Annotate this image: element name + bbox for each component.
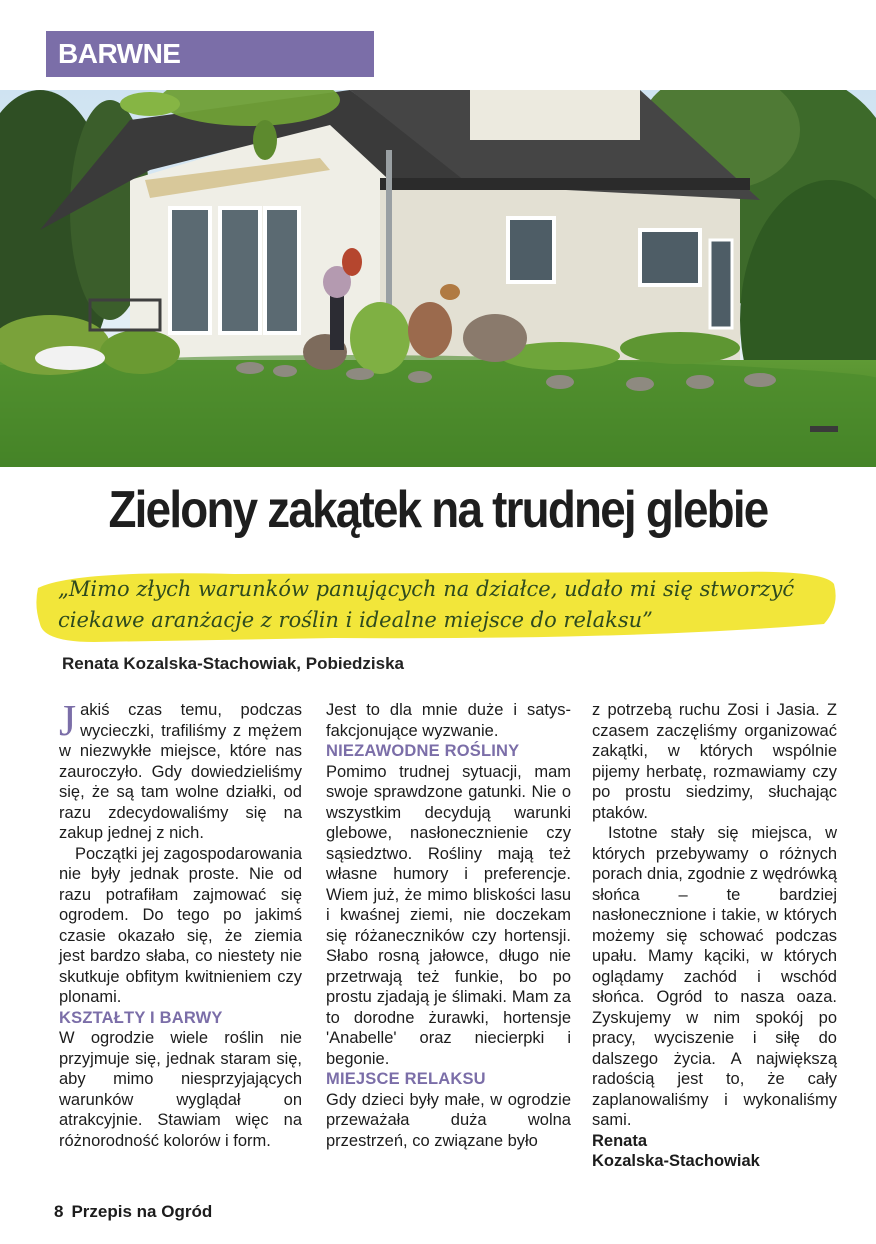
paragraph: z potrzebą ruchu Zosi i Jasia. Z czasem zaczęliśmy organizować zakątki, w których wspólnie pijemy herbatę, rozmawiamy czy po prostu siedzimy, słuchając ptaków. [592, 701, 837, 822]
author-byline: Renata Kozalska-Stachowiak, Pobiedziska [62, 654, 405, 673]
magazine-name: Przepis na Ogród [71, 1202, 213, 1221]
subheading: KSZTAŁTY I BARWY [59, 1008, 223, 1027]
paragraph: Jakiś czas temu, podczas wycieczki, trafiliśmy z mężem w niezwykłe miejsce, które nas zauroczyło. Gdy dowiedzieliśmy się, że są tam wolne działki, od razu zdecydowaliśmy się na zakup jednej z nich. [59, 696, 302, 842]
article-column-1 [59, 696, 302, 1151]
paragraph: Pomimo trudnej sytuacji, mam swoje sprawdzone gatunki. Nie o wszystkim decydują warunki glebowe, nasłonecznienie czy sąsiedztwo. Rośliny mają też własne humory i preferencje. Wiem już, że mimo bliskości lasu i kwaśnej ziemi, nie doczekam się różaneczników czy hortensji. Słabo rosną jałowce, długo nie przetrwają też funkie, bo po prostu zjadają je ślimaki. Mam za to dorodne żurawki, hortensje 'Anabelle' oraz niecierpki i begonie. [326, 762, 571, 1068]
author-signature: Renata Kozalska-Stachowiak [592, 1131, 760, 1170]
article-column-2 [326, 700, 571, 1151]
subheading: MIEJSCE RELAKSU [326, 1070, 486, 1088]
quote-text: „Mimo złych warunków panujących na działce, udało mi się stworzyć ciekawe aranżacje z roślin i idealne miejsce do relaksu” [58, 577, 795, 632]
page-number: 8 [54, 1202, 64, 1221]
paragraph: Istotne stały się miejsca, w których przebywamy o różnych porach dnia, zgodnie z wędrówką słońca – te bardziej nasłonecznione i takie, w których możemy się schować podczas upału. Mamy kąciki, w których oglądamy zachód i wschód słońca. Ogród to nasza oaza. Zyskujemy w nim spokój po pracy, wyciszenie i siłę do dalszego życia. A największą radością jest to, że cały zaplanowaliśmy i wykonaliśmy sami. [592, 824, 837, 1129]
paragraph: W ogrodzie wiele roślin nie przyjmuje się, jednak staram się, aby mimo niesprzyjających warunków wyglądał on atrakcyjnie. Stawiam więc na różnorodność kolorów i form. [59, 1029, 302, 1150]
page-footer [54, 1202, 212, 1222]
drop-cap: J [59, 696, 77, 745]
pull-quote [34, 566, 840, 646]
garden-house-photo [0, 90, 876, 467]
paragraph: Początki jej zagospodarowania nie były jednak proste. Nie od razu potrafiłam zajmować się ogrodem. Do tego po jakimś czasie okazało się, że ziemia jest bardzo słaba, co niestety nie skutkuje obfitym kwitnieniem czy plonami. [59, 844, 302, 1006]
paragraph: Gdy dzieci były małe, w ogrodzie przeważała duża wolna przestrzeń, co związane było [326, 1090, 571, 1150]
paragraph: Jest to dla mnie duże i satysfakcjonujące wyzwanie. [326, 701, 571, 740]
article-column-3 [592, 700, 837, 1172]
article-headline: Zielony zakątek na trudnej glebie [108, 481, 768, 539]
subheading: NIEZAWODNE ROŚLINY [326, 742, 520, 760]
section-banner: BARWNE [46, 31, 374, 77]
